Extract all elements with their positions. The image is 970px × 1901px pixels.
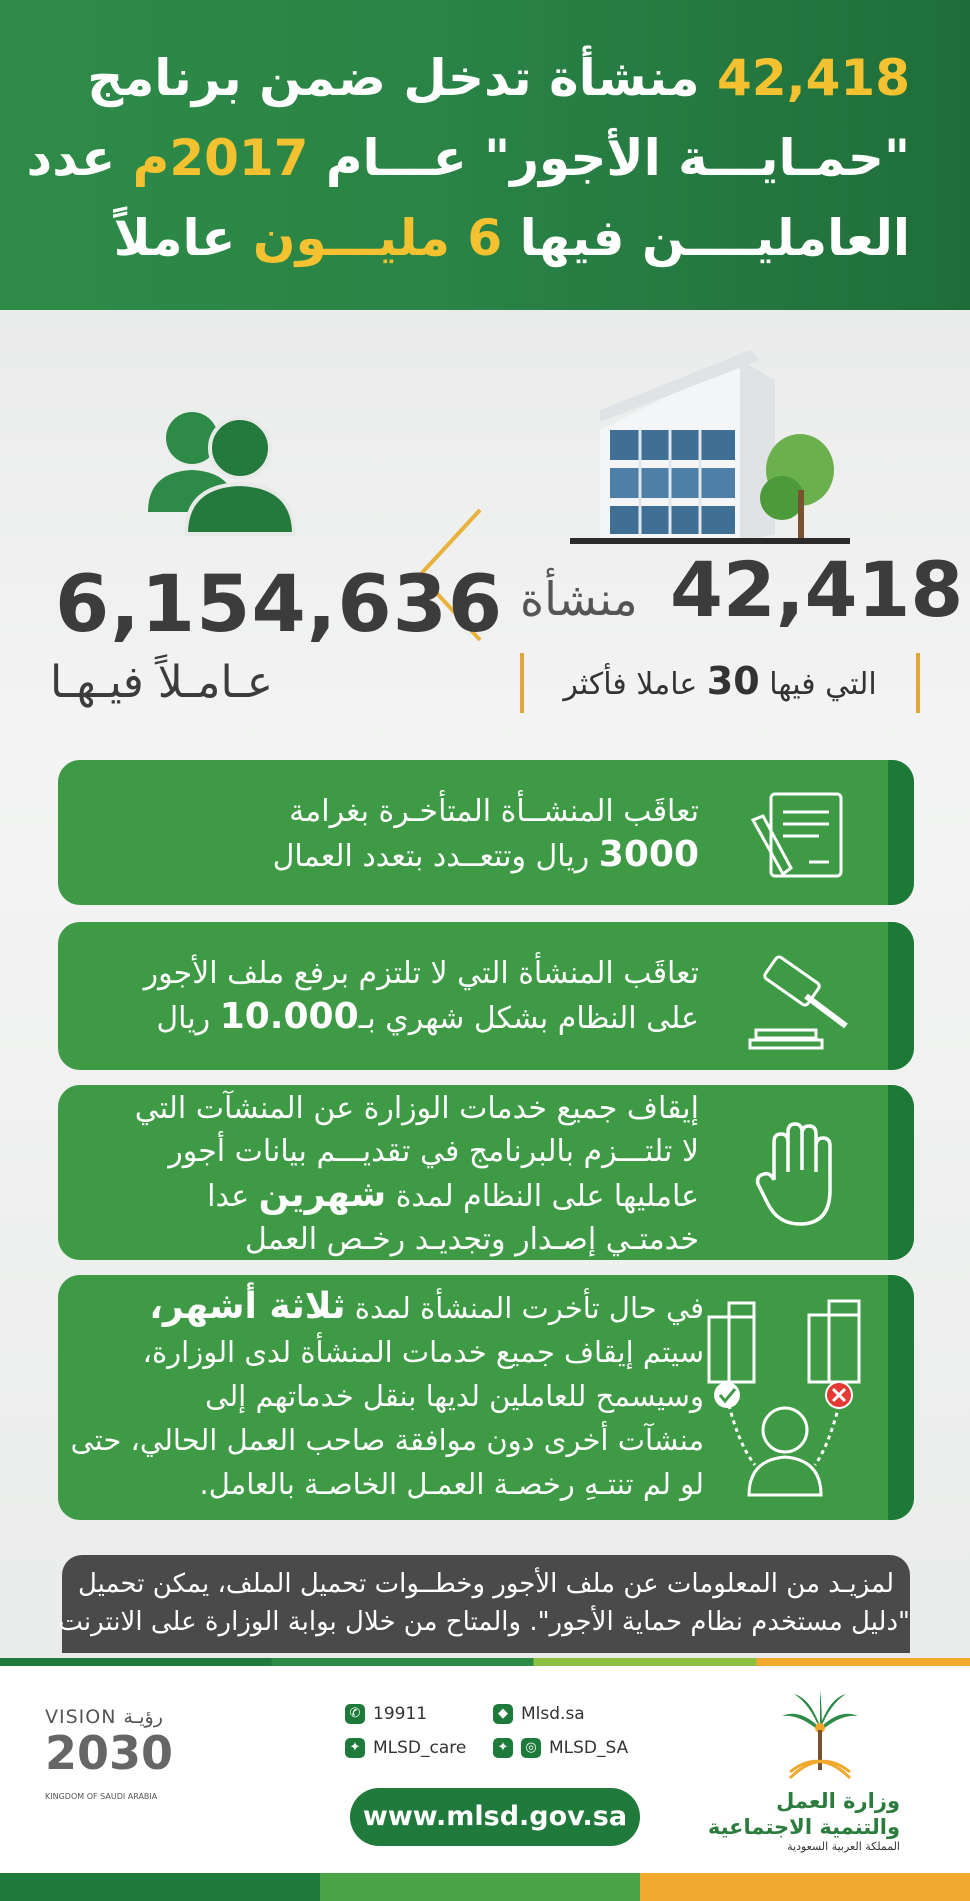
- workers-label: عـامـلاً فيـهـا: [50, 657, 274, 708]
- vision-2030-logo: [45, 1706, 195, 1816]
- snapchat-icon: ◆: [493, 1704, 513, 1724]
- header-establishments-count: 42,418: [717, 49, 910, 107]
- card-1-fine-amount: 3000: [598, 834, 699, 875]
- twitter-icon: ✦: [345, 1738, 365, 1758]
- people-icon: [140, 400, 300, 540]
- card-4-duration: ثلاثة أشهر،: [149, 1286, 346, 1327]
- card-2-fine-amount: 10.000: [219, 996, 359, 1037]
- website-link[interactable]: www.mlsd.gov.sa: [350, 1788, 640, 1846]
- card-accent-bar: [888, 760, 914, 905]
- contact-phone[interactable]: [345, 1704, 427, 1724]
- card-4-line-3: وسيسمح للعاملين لديها بنقل خدماتهم إلى: [205, 1379, 704, 1413]
- ministry-name: [708, 1788, 900, 1840]
- card-4-line-2: سيتم إيقاف جميع خدمات المنشأة لدى الوزارة،: [142, 1335, 704, 1369]
- workers-count: 6,154,636: [55, 560, 504, 650]
- header-line-3-text: العامليــــن فيها: [519, 209, 910, 267]
- establishments-note: [520, 653, 920, 713]
- ministry-country: المملكة العربية السعودية: [787, 1840, 900, 1853]
- instagram-icon: ◎: [521, 1738, 541, 1758]
- card-3-line-2: لا تلتـــزم بالبرنامج في تقديـــم بيانات أجور: [168, 1134, 699, 1169]
- stats-section: [0, 310, 970, 740]
- penalty-card-worker-transfer: [58, 1275, 914, 1520]
- vision-latin: VISION: [45, 1706, 117, 1728]
- card-3-line-3-end: عدا: [207, 1179, 250, 1214]
- card-1-text: [98, 790, 699, 878]
- footer: [0, 1658, 970, 1901]
- card-2-line-1: تعاقَب المنشأة التي لا تلتزم برفع ملف الأجور: [143, 956, 699, 991]
- card-3-text: [98, 1087, 699, 1260]
- building-icon: [560, 350, 860, 550]
- card-3-line-4: خدمتـي إصـدار وتجديـد رخـص العمل: [245, 1222, 699, 1257]
- header-line-1-text: منشأة تدخل ضمن برنامج: [87, 49, 700, 107]
- palm-swords-emblem-icon: [780, 1688, 860, 1783]
- more-info-box: [58, 1555, 910, 1653]
- twitter-instagram-handle: MLSD_SA: [549, 1738, 629, 1758]
- vision-year: 2030: [45, 1726, 174, 1780]
- card-3-line-3: [98, 1173, 699, 1218]
- contact-twitter-care[interactable]: [345, 1738, 466, 1758]
- card-accent-bar: [888, 1085, 914, 1260]
- footer-color-strip-top: [0, 1658, 970, 1666]
- snapchat-handle: Mlsd.sa: [521, 1704, 585, 1724]
- twitter-icon: ✦: [493, 1738, 513, 1758]
- card-2-line-2-text: على النظام بشكل شهري بـ: [358, 1001, 699, 1036]
- ministry-name-line-1: وزارة العمل: [776, 1789, 900, 1813]
- header-year-suffix: م: [132, 129, 170, 187]
- note-number: 30: [706, 659, 760, 703]
- header-line-3-end: عاملاً: [113, 209, 236, 267]
- card-4-text: [70, 1285, 704, 1506]
- header-million-word: مليـــون: [252, 209, 450, 267]
- header-line-2-end: عدد: [26, 129, 116, 187]
- vision-title: [45, 1706, 163, 1728]
- card-2-currency: ريال: [156, 1001, 211, 1036]
- card-2-line-2: [98, 995, 699, 1040]
- card-1-line-2: [98, 833, 699, 878]
- card-4-line-1: [98, 1285, 704, 1330]
- info-line-1: لمزيـد من المعلومات عن ملف الأجور وخطــوات تحميل الملف، يمكن تحميل: [77, 1569, 895, 1599]
- worker-transfer-icon: [699, 1295, 869, 1505]
- penalty-card-late-fine: [58, 760, 914, 905]
- header-year: 2017: [169, 129, 309, 187]
- card-1-line-2-text: ريال وتتعــدد بتعدد العمال: [272, 839, 590, 874]
- stop-hand-icon: [754, 1120, 844, 1230]
- header-line-3: [40, 198, 910, 278]
- penalty-card-monthly-upload: [58, 922, 914, 1070]
- vision-kingdom: KINGDOM OF SAUDI ARABIA: [45, 1792, 158, 1801]
- contact-twitter-instagram[interactable]: [493, 1738, 628, 1758]
- note-text-b: عاملا فأكثر: [563, 667, 698, 702]
- phone-icon: ✆: [345, 1704, 365, 1724]
- header-line-1: [40, 38, 910, 118]
- card-2-text: [98, 952, 699, 1040]
- footer-color-strip-bottom: [0, 1873, 970, 1901]
- card-accent-bar: [888, 922, 914, 1070]
- penalty-card-service-suspension: [58, 1085, 914, 1260]
- gavel-icon: [746, 950, 856, 1050]
- vision-arabic: رؤيـة: [123, 1706, 163, 1728]
- card-3-line-1: إيقاف جميع خدمات الوزارة عن المنشآت التي: [134, 1091, 699, 1126]
- card-accent-bar: [888, 1275, 914, 1520]
- establishments-label: منشأة: [520, 572, 638, 626]
- header-banner: [0, 0, 970, 310]
- ministry-name-line-2: والتنمية الاجتماعية: [707, 1815, 900, 1839]
- card-1-line-1: تعاقَب المنشــأة المتأخـرة بغرامة: [289, 794, 699, 829]
- note-text-a: التي فيها: [769, 667, 877, 702]
- contact-snapchat[interactable]: [493, 1704, 585, 1724]
- document-pen-icon: [749, 790, 849, 880]
- header-line-2: [26, 118, 910, 198]
- twitter-care-handle: MLSD_care: [373, 1738, 467, 1758]
- card-4-line-1-text: في حال تأخرت المنشأة لمدة: [354, 1291, 704, 1325]
- card-4-line-5: لو لم تنتـهِ رخصـة العمـل الخاصـة بالعامل.: [199, 1467, 704, 1501]
- header-million-number: 6: [467, 209, 503, 267]
- header-line-2-text: "حمـايـــة الأجور" عـــام: [325, 129, 910, 187]
- establishments-count: 42,418: [670, 545, 964, 634]
- ministry-logo: [700, 1688, 930, 1858]
- phone-number: 19911: [373, 1704, 428, 1724]
- card-3-duration: شهرين: [258, 1174, 387, 1215]
- card-3-line-3-text: عامليها على النظام لمدة: [395, 1179, 699, 1214]
- info-line-2: "دليل مستخدم نظام حماية الأجور". والمتاح من خلال بوابة الوزارة على الانترنت: [58, 1607, 910, 1637]
- card-4-line-4: منشآت أخرى دون موافقة صاحب العمل الحالي، حتى: [70, 1423, 704, 1457]
